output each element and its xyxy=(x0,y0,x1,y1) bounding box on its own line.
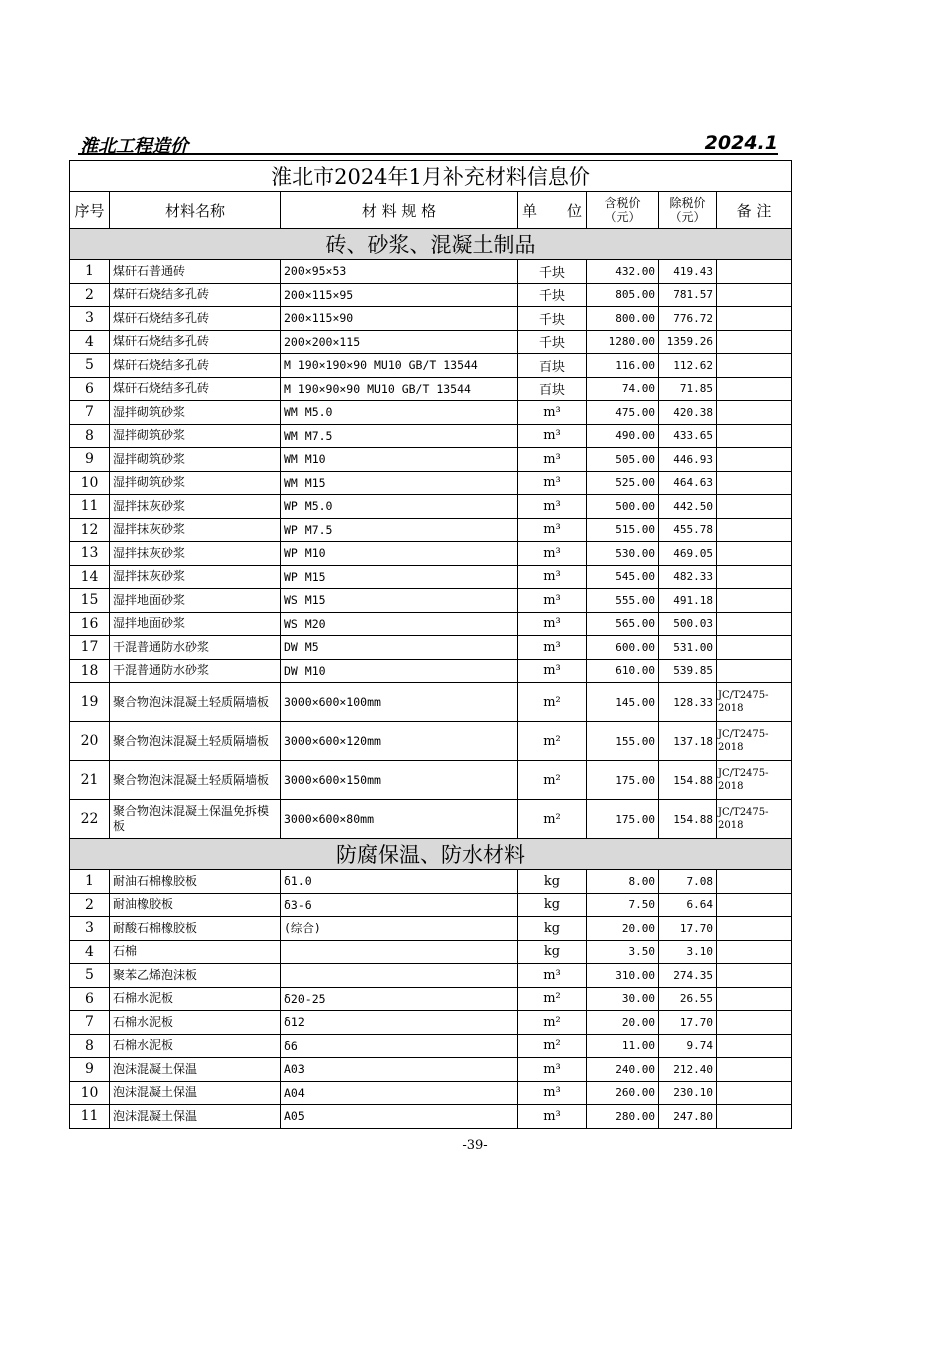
unit: 千块 xyxy=(518,283,587,307)
price-excl-tax: 776.72 xyxy=(659,307,717,331)
row-number: 19 xyxy=(70,683,110,722)
material-name: 聚合物泡沫混凝土保温免拆模板 xyxy=(110,800,281,839)
section-title: 防腐保温、防水材料 xyxy=(70,839,792,870)
column-header-row xyxy=(70,192,792,229)
price-incl-tax: 805.00 xyxy=(587,283,659,307)
price-incl-tax: 610.00 xyxy=(587,659,659,683)
unit: m³ xyxy=(518,1105,587,1129)
unit: 百块 xyxy=(518,354,587,378)
table-row xyxy=(70,1081,792,1105)
material-spec: A05 xyxy=(281,1105,518,1129)
price-incl-tax: 310.00 xyxy=(587,964,659,988)
table-row xyxy=(70,448,792,472)
section-header-row xyxy=(70,229,792,260)
price-incl-tax: 116.00 xyxy=(587,354,659,378)
material-name: 泡沫混凝土保温 xyxy=(110,1058,281,1082)
row-number: 9 xyxy=(70,1058,110,1082)
remark xyxy=(717,471,792,495)
material-spec: A03 xyxy=(281,1058,518,1082)
table-row xyxy=(70,964,792,988)
price-incl-tax: 800.00 xyxy=(587,307,659,331)
row-number: 11 xyxy=(70,495,110,519)
unit: m³ xyxy=(518,518,587,542)
col-header-price-tax: 含税价 （元） xyxy=(587,192,659,229)
material-spec: WM M10 xyxy=(281,448,518,472)
price-excl-tax: 531.00 xyxy=(659,636,717,660)
remark xyxy=(717,917,792,941)
remark xyxy=(717,893,792,917)
remark xyxy=(717,870,792,894)
row-number: 16 xyxy=(70,612,110,636)
material-name: 湿拌抹灰砂浆 xyxy=(110,565,281,589)
price-incl-tax: 145.00 xyxy=(587,683,659,722)
table-row xyxy=(70,722,792,761)
material-name: 湿拌砌筑砂浆 xyxy=(110,448,281,472)
material-spec: 200×115×90 xyxy=(281,307,518,331)
price-incl-tax: 530.00 xyxy=(587,542,659,566)
price-excl-tax: 230.10 xyxy=(659,1081,717,1105)
remark xyxy=(717,1011,792,1035)
table-row xyxy=(70,636,792,660)
table-row xyxy=(70,940,792,964)
price-excl-tax: 154.88 xyxy=(659,800,717,839)
remark xyxy=(717,964,792,988)
material-name: 耐油石棉橡胶板 xyxy=(110,870,281,894)
unit: 千块 xyxy=(518,260,587,284)
remark: JC/T2475-2018 xyxy=(717,683,792,722)
material-name: 聚合物泡沫混凝土轻质隔墙板 xyxy=(110,683,281,722)
material-spec: WM M5.0 xyxy=(281,401,518,425)
remark xyxy=(717,330,792,354)
col-header-remark: 备 注 xyxy=(717,192,792,229)
unit: m² xyxy=(518,722,587,761)
table-row xyxy=(70,377,792,401)
row-number: 7 xyxy=(70,1011,110,1035)
material-spec: WP M7.5 xyxy=(281,518,518,542)
row-number: 2 xyxy=(70,893,110,917)
price-incl-tax: 8.00 xyxy=(587,870,659,894)
price-excl-tax: 482.33 xyxy=(659,565,717,589)
unit: m³ xyxy=(518,542,587,566)
row-number: 1 xyxy=(70,870,110,894)
material-spec: 3000×600×150mm xyxy=(281,761,518,800)
remark: JC/T2475-2018 xyxy=(717,800,792,839)
table-row xyxy=(70,1105,792,1129)
material-name: 湿拌抹灰砂浆 xyxy=(110,542,281,566)
col-header-no: 序号 xyxy=(70,192,110,229)
material-spec: δ3-6 xyxy=(281,893,518,917)
price-excl-tax: 446.93 xyxy=(659,448,717,472)
price-excl-tax: 442.50 xyxy=(659,495,717,519)
price-incl-tax: 490.00 xyxy=(587,424,659,448)
remark xyxy=(717,424,792,448)
remark xyxy=(717,518,792,542)
remark xyxy=(717,565,792,589)
header-rule xyxy=(78,153,778,155)
issue-label: 2024.1 xyxy=(704,132,778,154)
price-excl-tax: 420.38 xyxy=(659,401,717,425)
row-number: 10 xyxy=(70,471,110,495)
remark xyxy=(717,1034,792,1058)
remark xyxy=(717,636,792,660)
price-excl-tax: 154.88 xyxy=(659,761,717,800)
price-incl-tax: 260.00 xyxy=(587,1081,659,1105)
price-incl-tax: 74.00 xyxy=(587,377,659,401)
row-number: 15 xyxy=(70,589,110,613)
table-title: 淮北市2024年1月补充材料信息价 xyxy=(70,161,792,192)
remark xyxy=(717,260,792,284)
price-incl-tax: 20.00 xyxy=(587,917,659,941)
price-incl-tax: 545.00 xyxy=(587,565,659,589)
table-row xyxy=(70,307,792,331)
remark: JC/T2475-2018 xyxy=(717,761,792,800)
table-row xyxy=(70,1011,792,1035)
price-excl-tax: 26.55 xyxy=(659,987,717,1011)
unit: 千块 xyxy=(518,330,587,354)
material-spec: 200×115×95 xyxy=(281,283,518,307)
page-number: -39- xyxy=(462,1138,488,1153)
table-row xyxy=(70,870,792,894)
unit: m³ xyxy=(518,448,587,472)
price-excl-tax: 112.62 xyxy=(659,354,717,378)
material-spec: M 190×90×90 MU10 GB/T 13544 xyxy=(281,377,518,401)
row-number: 18 xyxy=(70,659,110,683)
material-spec xyxy=(281,964,518,988)
price-excl-tax: 274.35 xyxy=(659,964,717,988)
table-row xyxy=(70,683,792,722)
price-excl-tax: 539.85 xyxy=(659,659,717,683)
row-number: 4 xyxy=(70,940,110,964)
row-number: 12 xyxy=(70,518,110,542)
remark xyxy=(717,283,792,307)
table-row xyxy=(70,917,792,941)
unit: m² xyxy=(518,1034,587,1058)
material-spec: 200×200×115 xyxy=(281,330,518,354)
material-spec: WP M10 xyxy=(281,542,518,566)
header-rule-mark xyxy=(504,149,520,155)
material-name: 湿拌地面砂浆 xyxy=(110,612,281,636)
material-spec xyxy=(281,940,518,964)
price-incl-tax: 600.00 xyxy=(587,636,659,660)
unit: m³ xyxy=(518,964,587,988)
unit: m² xyxy=(518,987,587,1011)
row-number: 4 xyxy=(70,330,110,354)
table-row xyxy=(70,987,792,1011)
material-name: 煤矸石烧结多孔砖 xyxy=(110,377,281,401)
table-row xyxy=(70,471,792,495)
price-incl-tax: 515.00 xyxy=(587,518,659,542)
table-row xyxy=(70,612,792,636)
row-number: 6 xyxy=(70,377,110,401)
material-spec: (综合) xyxy=(281,917,518,941)
table-row xyxy=(70,1034,792,1058)
table-row xyxy=(70,518,792,542)
material-name: 耐酸石棉橡胶板 xyxy=(110,917,281,941)
price-excl-tax: 128.33 xyxy=(659,683,717,722)
price-excl-tax: 464.63 xyxy=(659,471,717,495)
table-row xyxy=(70,401,792,425)
price-excl-tax: 433.65 xyxy=(659,424,717,448)
remark: JC/T2475-2018 xyxy=(717,722,792,761)
price-excl-tax: 781.57 xyxy=(659,283,717,307)
row-number: 7 xyxy=(70,401,110,425)
price-incl-tax: 525.00 xyxy=(587,471,659,495)
price-excl-tax: 9.74 xyxy=(659,1034,717,1058)
unit: m³ xyxy=(518,589,587,613)
remark xyxy=(717,542,792,566)
material-name: 石棉水泥板 xyxy=(110,1011,281,1035)
row-number: 11 xyxy=(70,1105,110,1129)
price-incl-tax: 175.00 xyxy=(587,800,659,839)
material-spec: WS M20 xyxy=(281,612,518,636)
row-number: 3 xyxy=(70,917,110,941)
unit: m² xyxy=(518,1011,587,1035)
price-excl-tax: 455.78 xyxy=(659,518,717,542)
remark xyxy=(717,987,792,1011)
section-title: 砖、砂浆、混凝土制品 xyxy=(70,229,792,260)
price-incl-tax: 30.00 xyxy=(587,987,659,1011)
price-excl-tax: 469.05 xyxy=(659,542,717,566)
row-number: 8 xyxy=(70,424,110,448)
remark xyxy=(717,1105,792,1129)
material-spec: DW M5 xyxy=(281,636,518,660)
material-name: 湿拌抹灰砂浆 xyxy=(110,495,281,519)
table-row xyxy=(70,1058,792,1082)
price-incl-tax: 11.00 xyxy=(587,1034,659,1058)
row-number: 10 xyxy=(70,1081,110,1105)
table-row xyxy=(70,659,792,683)
price-excl-tax: 17.70 xyxy=(659,917,717,941)
row-number: 22 xyxy=(70,800,110,839)
price-incl-tax: 175.00 xyxy=(587,761,659,800)
price-incl-tax: 475.00 xyxy=(587,401,659,425)
remark xyxy=(717,307,792,331)
material-name: 湿拌砌筑砂浆 xyxy=(110,401,281,425)
price-incl-tax: 555.00 xyxy=(587,589,659,613)
col-header-price-notax: 除税价 （元） xyxy=(659,192,717,229)
price-excl-tax: 137.18 xyxy=(659,722,717,761)
price-excl-tax: 212.40 xyxy=(659,1058,717,1082)
material-name: 聚合物泡沫混凝土轻质隔墙板 xyxy=(110,722,281,761)
unit: m³ xyxy=(518,612,587,636)
row-number: 13 xyxy=(70,542,110,566)
row-number: 6 xyxy=(70,987,110,1011)
material-spec: WP M15 xyxy=(281,565,518,589)
remark xyxy=(717,589,792,613)
price-excl-tax: 491.18 xyxy=(659,589,717,613)
row-number: 14 xyxy=(70,565,110,589)
price-incl-tax: 432.00 xyxy=(587,260,659,284)
price-excl-tax: 3.10 xyxy=(659,940,717,964)
table-row xyxy=(70,800,792,839)
row-number: 1 xyxy=(70,260,110,284)
row-number: 8 xyxy=(70,1034,110,1058)
price-incl-tax: 500.00 xyxy=(587,495,659,519)
price-incl-tax: 3.50 xyxy=(587,940,659,964)
price-excl-tax: 6.64 xyxy=(659,893,717,917)
running-header xyxy=(72,128,784,156)
table-row xyxy=(70,330,792,354)
material-spec: WM M15 xyxy=(281,471,518,495)
unit: m³ xyxy=(518,636,587,660)
material-spec: A04 xyxy=(281,1081,518,1105)
material-spec: WS M15 xyxy=(281,589,518,613)
remark xyxy=(717,659,792,683)
price-incl-tax: 505.00 xyxy=(587,448,659,472)
unit: kg xyxy=(518,940,587,964)
price-incl-tax: 1280.00 xyxy=(587,330,659,354)
price-incl-tax: 280.00 xyxy=(587,1105,659,1129)
row-number: 20 xyxy=(70,722,110,761)
material-name: 聚合物泡沫混凝土轻质隔墙板 xyxy=(110,761,281,800)
material-name: 耐油橡胶板 xyxy=(110,893,281,917)
row-number: 9 xyxy=(70,448,110,472)
remark xyxy=(717,354,792,378)
material-spec: 3000×600×100mm xyxy=(281,683,518,722)
material-name: 石棉水泥板 xyxy=(110,1034,281,1058)
material-name: 泡沫混凝土保温 xyxy=(110,1081,281,1105)
unit: m³ xyxy=(518,424,587,448)
material-name: 干混普通防水砂浆 xyxy=(110,659,281,683)
row-number: 5 xyxy=(70,964,110,988)
table-row xyxy=(70,565,792,589)
table-row xyxy=(70,283,792,307)
unit: m² xyxy=(518,761,587,800)
unit: kg xyxy=(518,917,587,941)
table-row xyxy=(70,542,792,566)
material-name: 湿拌砌筑砂浆 xyxy=(110,424,281,448)
remark xyxy=(717,401,792,425)
unit: m³ xyxy=(518,495,587,519)
material-spec: δ1.0 xyxy=(281,870,518,894)
row-number: 17 xyxy=(70,636,110,660)
material-name: 石棉水泥板 xyxy=(110,987,281,1011)
remark xyxy=(717,1058,792,1082)
material-spec: WM M7.5 xyxy=(281,424,518,448)
price-excl-tax: 500.03 xyxy=(659,612,717,636)
publication-title: 淮北工程造价 xyxy=(80,136,188,157)
price-incl-tax: 7.50 xyxy=(587,893,659,917)
price-excl-tax: 71.85 xyxy=(659,377,717,401)
table-row xyxy=(70,495,792,519)
material-name: 煤矸石烧结多孔砖 xyxy=(110,330,281,354)
material-name: 煤矸石普通砖 xyxy=(110,260,281,284)
unit: 百块 xyxy=(518,377,587,401)
unit: kg xyxy=(518,893,587,917)
unit: m³ xyxy=(518,1058,587,1082)
table-row xyxy=(70,589,792,613)
unit: m³ xyxy=(518,471,587,495)
material-name: 泡沫混凝土保温 xyxy=(110,1105,281,1129)
col-header-unit: 单 位 xyxy=(518,192,587,229)
remark xyxy=(717,940,792,964)
material-spec: DW M10 xyxy=(281,659,518,683)
remark xyxy=(717,1081,792,1105)
table-row xyxy=(70,260,792,284)
table-row xyxy=(70,761,792,800)
material-name: 煤矸石烧结多孔砖 xyxy=(110,307,281,331)
price-excl-tax: 17.70 xyxy=(659,1011,717,1035)
unit: m³ xyxy=(518,565,587,589)
price-incl-tax: 565.00 xyxy=(587,612,659,636)
unit: m³ xyxy=(518,659,587,683)
material-name: 湿拌地面砂浆 xyxy=(110,589,281,613)
remark xyxy=(717,612,792,636)
material-spec: 3000×600×120mm xyxy=(281,722,518,761)
unit: m³ xyxy=(518,1081,587,1105)
material-spec: δ6 xyxy=(281,1034,518,1058)
material-name: 湿拌砌筑砂浆 xyxy=(110,471,281,495)
material-spec: 200×95×53 xyxy=(281,260,518,284)
table-row xyxy=(70,424,792,448)
unit: kg xyxy=(518,870,587,894)
price-incl-tax: 155.00 xyxy=(587,722,659,761)
price-incl-tax: 240.00 xyxy=(587,1058,659,1082)
material-name: 煤矸石烧结多孔砖 xyxy=(110,283,281,307)
material-name: 石棉 xyxy=(110,940,281,964)
material-spec: WP M5.0 xyxy=(281,495,518,519)
material-spec: δ12 xyxy=(281,1011,518,1035)
unit: 千块 xyxy=(518,307,587,331)
row-number: 21 xyxy=(70,761,110,800)
price-excl-tax: 419.43 xyxy=(659,260,717,284)
material-name: 煤矸石烧结多孔砖 xyxy=(110,354,281,378)
material-name: 湿拌抹灰砂浆 xyxy=(110,518,281,542)
remark xyxy=(717,377,792,401)
material-spec: δ20-25 xyxy=(281,987,518,1011)
price-incl-tax: 20.00 xyxy=(587,1011,659,1035)
unit: m³ xyxy=(518,401,587,425)
material-spec: M 190×190×90 MU10 GB/T 13544 xyxy=(281,354,518,378)
remark xyxy=(717,448,792,472)
unit: m² xyxy=(518,800,587,839)
row-number: 5 xyxy=(70,354,110,378)
table-row xyxy=(70,354,792,378)
material-spec: 3000×600×80mm xyxy=(281,800,518,839)
price-excl-tax: 1359.26 xyxy=(659,330,717,354)
remark xyxy=(717,495,792,519)
row-number: 3 xyxy=(70,307,110,331)
row-number: 2 xyxy=(70,283,110,307)
price-table xyxy=(69,160,792,1129)
material-name: 干混普通防水砂浆 xyxy=(110,636,281,660)
price-excl-tax: 247.80 xyxy=(659,1105,717,1129)
col-header-name: 材料名称 xyxy=(110,192,281,229)
col-header-spec: 材 料 规 格 xyxy=(281,192,518,229)
price-excl-tax: 7.08 xyxy=(659,870,717,894)
unit: m² xyxy=(518,683,587,722)
section-header-row xyxy=(70,839,792,870)
table-row xyxy=(70,893,792,917)
material-name: 聚苯乙烯泡沫板 xyxy=(110,964,281,988)
